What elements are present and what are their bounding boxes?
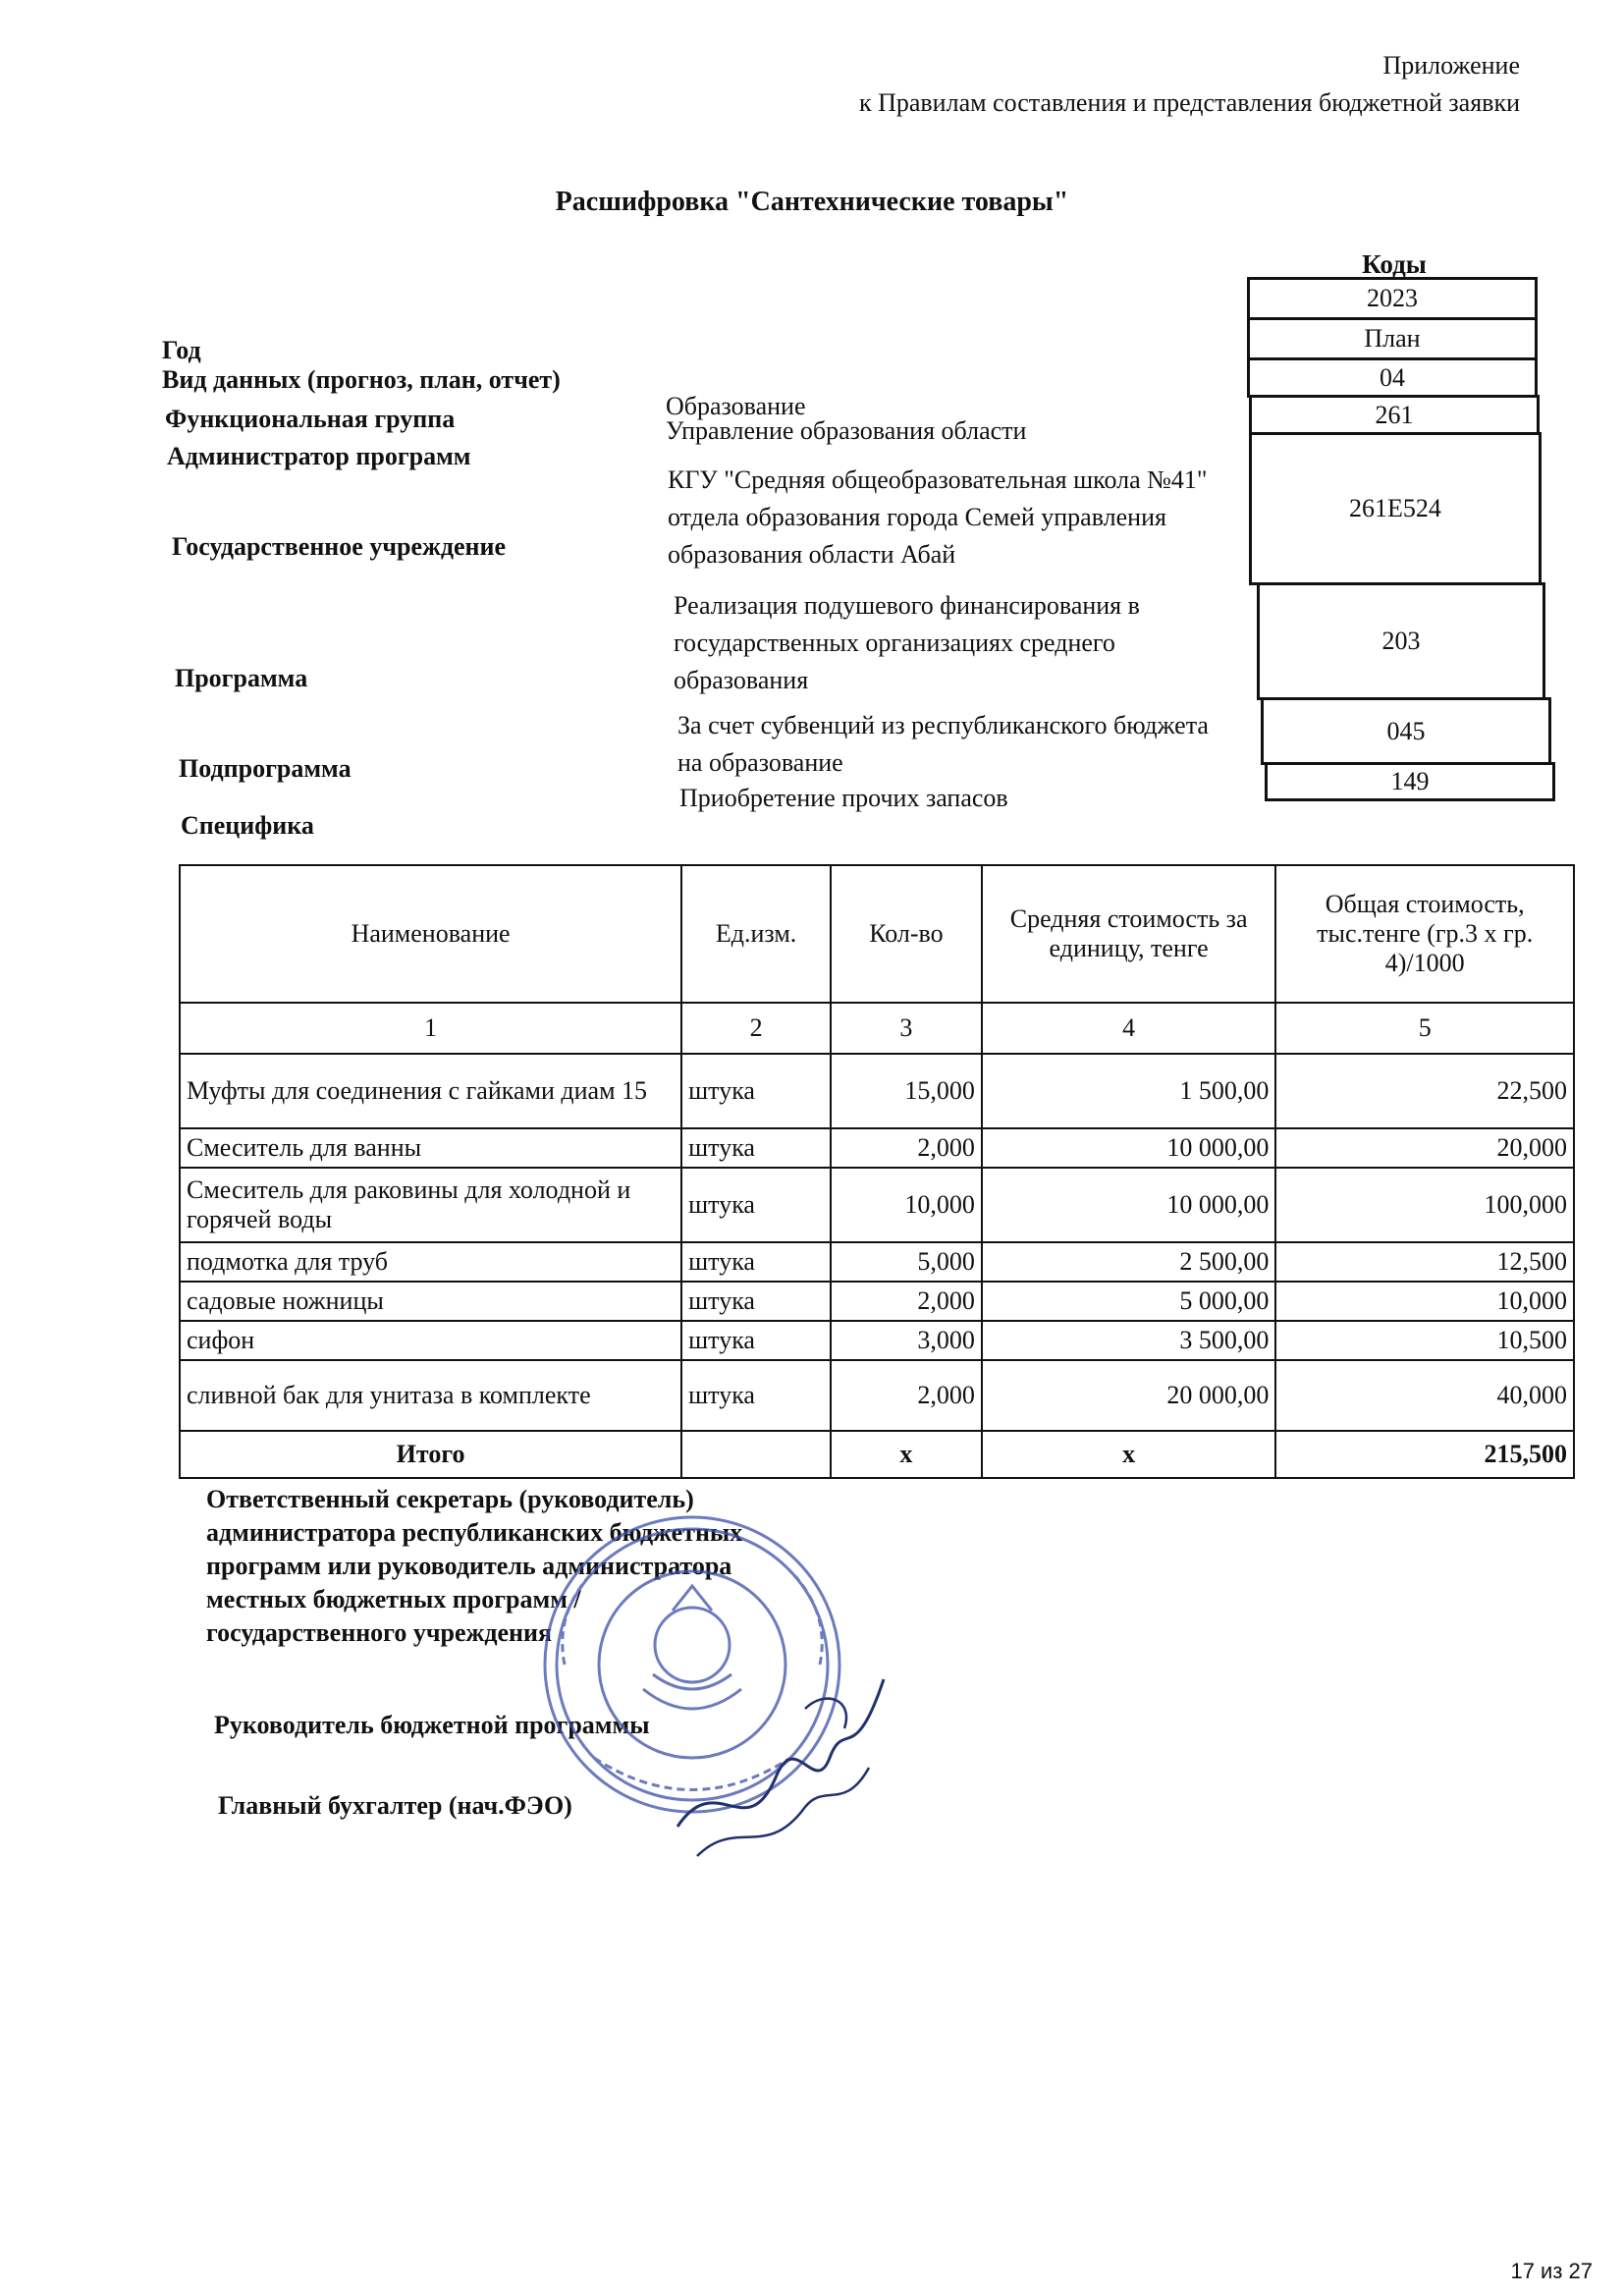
total-sum: 215,500 <box>1275 1431 1574 1478</box>
codes-heading: Коды <box>1362 249 1427 279</box>
cell-unit: штука <box>681 1128 831 1168</box>
code-functional-group: 04 <box>1247 357 1538 398</box>
header-total: Общая стоимость, тыс.тенге (гр.3 х гр. 4)/1000 <box>1275 865 1574 1003</box>
secretary-line-2: администратора республиканских бюджетных <box>206 1518 743 1547</box>
table-row <box>180 1360 1574 1431</box>
total-qty: х <box>831 1431 982 1478</box>
cell-price: 10 000,00 <box>982 1128 1276 1168</box>
label-program: Программа <box>175 664 308 692</box>
cell-name: Смеситель для ванны <box>180 1128 681 1168</box>
cell-price: 2 500,00 <box>982 1242 1276 1282</box>
colnum-4: 4 <box>982 1003 1276 1054</box>
cell-name: подмотка для труб <box>180 1242 681 1282</box>
table-total-row <box>180 1431 1574 1478</box>
label-institution: Государственное учреждение <box>172 532 507 561</box>
total-price: х <box>982 1431 1276 1478</box>
header-qty: Кол-во <box>831 865 982 1003</box>
value-functional-group: Образование <box>666 392 806 420</box>
value-specific: Приобретение прочих запасов <box>679 784 1008 812</box>
colnum-1: 1 <box>180 1003 681 1054</box>
cell-total: 12,500 <box>1275 1242 1574 1282</box>
cell-qty: 3,000 <box>831 1321 982 1360</box>
code-specific: 149 <box>1265 762 1555 801</box>
cell-name: сливной бак для унитаза в комплекте <box>180 1360 681 1431</box>
cell-price: 20 000,00 <box>982 1360 1276 1431</box>
table-row <box>180 1054 1574 1128</box>
cell-total: 100,000 <box>1275 1168 1574 1242</box>
cell-price: 3 500,00 <box>982 1321 1276 1360</box>
value-program: Реализация подушевого финансирования в государственных организациях среднего образования <box>674 591 1140 694</box>
value-subprogram: За счет субвенций из республиканского бюджета на образование <box>677 711 1209 777</box>
document-title: Расшифровка "Сантехнические товары" <box>555 187 1069 217</box>
table-row <box>180 1282 1574 1321</box>
label-specific: Специфика <box>181 811 314 840</box>
page-number: 17 из 27 <box>1510 2259 1593 2283</box>
signature-program-head: Руководитель бюджетной программы <box>214 1711 650 1739</box>
colnum-3: 3 <box>831 1003 982 1054</box>
cell-qty: 2,000 <box>831 1360 982 1431</box>
table-row <box>180 1128 1574 1168</box>
label-functional-group: Функциональная группа <box>165 405 456 433</box>
value-institution: КГУ "Средняя общеобразовательная школа №41" отдела образования города Семей управления образования области Абай <box>668 465 1208 569</box>
code-data-type: План <box>1247 317 1538 360</box>
cell-total: 20,000 <box>1275 1128 1574 1168</box>
label-administrator: Администратор программ <box>167 442 471 470</box>
label-subprogram: Подпрограмма <box>179 754 352 783</box>
cell-unit: штука <box>681 1168 831 1242</box>
secretary-line-3: программ или руководитель администратора <box>206 1552 732 1580</box>
cell-total: 10,000 <box>1275 1282 1574 1321</box>
cell-name: Смеситель для раковины для холодной и горячей воды <box>180 1168 681 1242</box>
code-year: 2023 <box>1247 277 1538 320</box>
code-subprogram: 045 <box>1261 697 1551 765</box>
cell-name: садовые ножницы <box>180 1282 681 1321</box>
table-row <box>180 1321 1574 1360</box>
total-label: Итого <box>180 1431 681 1478</box>
cell-qty: 10,000 <box>831 1168 982 1242</box>
annex-line-2: к Правилам составления и представления бюджетной заявки <box>858 88 1520 117</box>
cell-total: 40,000 <box>1275 1360 1574 1431</box>
total-unit <box>681 1431 831 1478</box>
handwritten-signature <box>658 1650 913 1876</box>
table-colnum-row <box>180 1003 1574 1054</box>
cell-price: 5 000,00 <box>982 1282 1276 1321</box>
secretary-line-4: местных бюджетных программ / <box>206 1585 581 1613</box>
cell-unit: штука <box>681 1054 831 1128</box>
header-name: Наименование <box>180 865 681 1003</box>
cell-unit: штука <box>681 1360 831 1431</box>
label-data-type: Вид данных (прогноз, план, отчет) <box>162 365 561 394</box>
cell-unit: штука <box>681 1242 831 1282</box>
cell-qty: 2,000 <box>831 1128 982 1168</box>
code-institution: 261Е524 <box>1249 432 1542 585</box>
colnum-2: 2 <box>681 1003 831 1054</box>
cell-unit: штука <box>681 1282 831 1321</box>
cell-name: сифон <box>180 1321 681 1360</box>
header-unit: Ед.изм. <box>681 865 831 1003</box>
cell-price: 10 000,00 <box>982 1168 1276 1242</box>
cell-price: 1 500,00 <box>982 1054 1276 1128</box>
table-row <box>180 1242 1574 1282</box>
cell-qty: 2,000 <box>831 1282 982 1321</box>
secretary-line-5: государственного учреждения <box>206 1618 553 1647</box>
code-program: 203 <box>1257 582 1545 700</box>
label-year: Год <box>162 336 201 364</box>
cell-unit: штука <box>681 1321 831 1360</box>
cell-total: 10,500 <box>1275 1321 1574 1360</box>
value-administrator: Управление образования области <box>666 416 1027 445</box>
cell-qty: 5,000 <box>831 1242 982 1282</box>
cell-total: 22,500 <box>1275 1054 1574 1128</box>
table-header-row <box>180 865 1574 1003</box>
signature-chief-accountant: Главный бухгалтер (нач.ФЭО) <box>218 1791 572 1820</box>
table-row <box>180 1168 1574 1242</box>
code-administrator: 261 <box>1249 395 1540 435</box>
header-price: Средняя стоимость за единицу, тенге <box>982 865 1276 1003</box>
annex-line-1: Приложение <box>1382 51 1520 80</box>
cell-qty: 15,000 <box>831 1054 982 1128</box>
cell-name: Муфты для соединения с гайками диам 15 <box>180 1054 681 1128</box>
items-table <box>179 864 1575 1479</box>
secretary-line-1: Ответственный секретарь (руководитель) <box>206 1485 694 1513</box>
colnum-5: 5 <box>1275 1003 1574 1054</box>
